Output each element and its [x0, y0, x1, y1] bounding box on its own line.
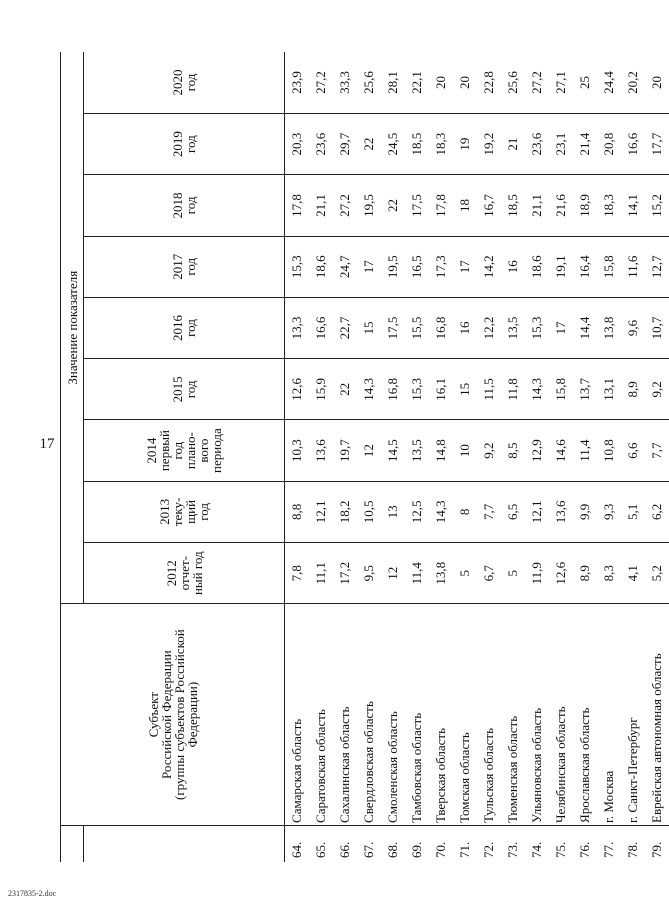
value-cell: 13,3 [285, 297, 310, 358]
value-cell: 14,3 [525, 359, 549, 420]
table-row [357, 52, 381, 862]
value-cell: 11,9 [525, 543, 549, 604]
table-row [453, 52, 477, 862]
year-header: 2013 теку- щий год [84, 481, 285, 542]
year-header: 2020 год [84, 52, 285, 113]
value-cell: 19,5 [357, 175, 381, 236]
value-cell: 7,8 [285, 543, 310, 604]
value-cell: 16,4 [573, 236, 597, 297]
value-cell: 22 [381, 175, 405, 236]
value-cell: 14,5 [381, 420, 405, 481]
page-number: 17 [39, 436, 55, 452]
year-header: 2015 год [84, 359, 285, 420]
value-cell: 20 [429, 52, 453, 113]
value-cell: 15,3 [285, 236, 310, 297]
indicator-table [60, 52, 669, 862]
table-body [285, 52, 669, 862]
value-cell: 15,3 [405, 359, 429, 420]
value-cell: 8,9 [621, 359, 645, 420]
value-cell: 12 [357, 420, 381, 481]
value-cell: 22 [333, 359, 357, 420]
value-cell: 6,7 [477, 543, 501, 604]
value-cell: 15 [453, 359, 477, 420]
row-number: 75. [553, 841, 568, 858]
table-header [61, 52, 285, 862]
row-number: 79. [649, 841, 664, 858]
value-cell: 10,5 [357, 481, 381, 542]
value-cell: 4,1 [621, 543, 645, 604]
year-header: 2017 год [84, 236, 285, 297]
value-cell: 25,6 [501, 52, 525, 113]
region-name: Смоленская область [381, 604, 405, 826]
value-cell: 6,5 [501, 481, 525, 542]
value-cell: 23,9 [285, 52, 310, 113]
region-name: Ярославская область [573, 604, 597, 826]
table-row [285, 52, 310, 862]
row-number: 72. [481, 841, 496, 858]
value-cell: 7,7 [477, 481, 501, 542]
value-cell: 24,5 [381, 113, 405, 174]
value-cell: 22,7 [333, 297, 357, 358]
value-cell: 18,5 [405, 113, 429, 174]
value-cell: 18 [453, 175, 477, 236]
value-cell: 17 [453, 236, 477, 297]
value-cell: 21,1 [525, 175, 549, 236]
value-cell: 15,5 [405, 297, 429, 358]
value-cell: 15 [357, 297, 381, 358]
value-cell: 24,7 [333, 236, 357, 297]
value-cell: 27,2 [525, 52, 549, 113]
table-row [501, 52, 525, 862]
value-cell: 20,8 [597, 113, 621, 174]
value-cell: 8,9 [573, 543, 597, 604]
region-name: Тамбовская область [405, 604, 429, 826]
value-cell: 13,8 [597, 297, 621, 358]
region-name: Ульяновская область [525, 604, 549, 826]
row-number: 73. [505, 841, 520, 858]
year-header: 2018 год [84, 175, 285, 236]
value-cell: 12,7 [645, 236, 669, 297]
group-header: Значение показателя [61, 52, 84, 604]
subject-header: Субъект Российской Федерации (группы субъектов Российской Федерации) [61, 604, 285, 826]
value-cell: 12,5 [405, 481, 429, 542]
row-number: 68. [385, 841, 400, 858]
value-cell: 19,2 [477, 113, 501, 174]
value-cell: 14,3 [429, 481, 453, 542]
value-cell: 12,9 [525, 420, 549, 481]
value-cell: 33,3 [333, 52, 357, 113]
value-cell: 15,2 [645, 175, 669, 236]
value-cell: 27,1 [549, 52, 573, 113]
table-row [309, 52, 333, 862]
table-row [621, 52, 645, 862]
value-cell: 13,8 [429, 543, 453, 604]
value-cell: 22,8 [477, 52, 501, 113]
value-cell: 13,1 [597, 359, 621, 420]
region-name: Сахалинская область [333, 604, 357, 826]
value-cell: 14,8 [429, 420, 453, 481]
value-cell: 17,8 [285, 175, 310, 236]
value-cell: 17,3 [429, 236, 453, 297]
table-row [573, 52, 597, 862]
value-cell: 15,8 [597, 236, 621, 297]
value-cell: 18,5 [501, 175, 525, 236]
value-cell: 8 [453, 481, 477, 542]
value-cell: 12,1 [525, 481, 549, 542]
value-cell: 12 [381, 543, 405, 604]
value-cell: 19 [453, 113, 477, 174]
value-cell: 10,7 [645, 297, 669, 358]
value-cell: 15,3 [525, 297, 549, 358]
region-name: Саратовская область [309, 604, 333, 826]
row-number: 78. [625, 841, 640, 858]
value-cell: 15,9 [309, 359, 333, 420]
value-cell: 11,4 [405, 543, 429, 604]
value-cell: 17 [357, 236, 381, 297]
value-cell: 12,2 [477, 297, 501, 358]
value-cell: 14,2 [477, 236, 501, 297]
value-cell: 19,5 [381, 236, 405, 297]
value-cell: 20 [453, 52, 477, 113]
value-cell: 11,4 [573, 420, 597, 481]
value-cell: 20,2 [621, 52, 645, 113]
value-cell: 17,5 [381, 297, 405, 358]
row-number: 74. [529, 841, 544, 858]
value-cell: 29,7 [333, 113, 357, 174]
value-cell: 21 [501, 113, 525, 174]
value-cell: 6,2 [645, 481, 669, 542]
value-cell: 18,6 [525, 236, 549, 297]
value-cell: 12,1 [309, 481, 333, 542]
value-cell: 5,1 [621, 481, 645, 542]
value-cell: 25,6 [357, 52, 381, 113]
value-cell: 16,1 [429, 359, 453, 420]
year-header: 2016 год [84, 297, 285, 358]
region-name: Самарская область [285, 604, 310, 826]
table-row [477, 52, 501, 862]
value-cell: 17,7 [645, 113, 669, 174]
year-header: 2019 год [84, 113, 285, 174]
table-row [645, 52, 669, 862]
value-cell: 14,6 [549, 420, 573, 481]
value-cell: 5,2 [645, 543, 669, 604]
value-cell: 11,1 [309, 543, 333, 604]
value-cell: 18,9 [573, 175, 597, 236]
value-cell: 18,2 [333, 481, 357, 542]
value-cell: 7,7 [645, 420, 669, 481]
value-cell: 13,5 [501, 297, 525, 358]
row-number: 69. [409, 841, 424, 858]
value-cell: 13,6 [309, 420, 333, 481]
value-cell: 9,3 [597, 481, 621, 542]
row-number: 65. [313, 841, 328, 858]
value-cell: 25 [573, 52, 597, 113]
value-cell: 18,3 [597, 175, 621, 236]
region-name: г. Санкт-Петербург [621, 604, 645, 826]
value-cell: 10,8 [597, 420, 621, 481]
table-row [381, 52, 405, 862]
value-cell: 16,6 [309, 297, 333, 358]
value-cell: 15,8 [549, 359, 573, 420]
value-cell: 12,6 [285, 359, 310, 420]
value-cell: 9,2 [477, 420, 501, 481]
value-cell: 10 [453, 420, 477, 481]
value-cell: 13,6 [549, 481, 573, 542]
value-cell: 21,6 [549, 175, 573, 236]
value-cell: 17,5 [405, 175, 429, 236]
table-row [405, 52, 429, 862]
region-name: Свердловская область [357, 604, 381, 826]
year-header: 2014 первый год плано- вого периода [84, 420, 285, 481]
document-filename: 2317835-2.doc [8, 889, 57, 898]
value-cell: 21,1 [309, 175, 333, 236]
value-cell: 14,3 [357, 359, 381, 420]
value-cell: 22 [357, 113, 381, 174]
value-cell: 5 [501, 543, 525, 604]
value-cell: 8,8 [285, 481, 310, 542]
value-cell: 11,5 [477, 359, 501, 420]
value-cell: 21,4 [573, 113, 597, 174]
value-cell: 16,5 [405, 236, 429, 297]
value-cell: 17,8 [429, 175, 453, 236]
value-cell: 9,6 [621, 297, 645, 358]
value-cell: 24,4 [597, 52, 621, 113]
value-cell: 27,2 [309, 52, 333, 113]
row-number: 64. [289, 841, 304, 858]
table-row [597, 52, 621, 862]
value-cell: 19,1 [549, 236, 573, 297]
value-cell: 20,3 [285, 113, 310, 174]
value-cell: 8,3 [597, 543, 621, 604]
region-name: Томская область [453, 604, 477, 826]
value-cell: 18,6 [309, 236, 333, 297]
value-cell: 28,1 [381, 52, 405, 113]
region-name: Тверская область [429, 604, 453, 826]
data-table-container [60, 52, 664, 862]
value-cell: 19,7 [333, 420, 357, 481]
value-cell: 17,2 [333, 543, 357, 604]
region-name: Челябинская область [549, 604, 573, 826]
table-row [525, 52, 549, 862]
value-cell: 16 [453, 297, 477, 358]
value-cell: 16,7 [477, 175, 501, 236]
value-cell: 9,2 [645, 359, 669, 420]
row-number: 67. [361, 841, 376, 858]
value-cell: 16,8 [429, 297, 453, 358]
value-cell: 5 [453, 543, 477, 604]
value-cell: 13,5 [405, 420, 429, 481]
value-cell: 16,6 [621, 113, 645, 174]
region-name: Еврейская автономная область [645, 604, 669, 826]
table-row [429, 52, 453, 862]
value-cell: 20 [645, 52, 669, 113]
year-header: 2012 отчет- ный год [84, 543, 285, 604]
value-cell: 12,6 [549, 543, 573, 604]
value-cell: 6,6 [621, 420, 645, 481]
row-number: 71. [457, 841, 472, 858]
value-cell: 23,6 [525, 113, 549, 174]
value-cell: 16 [501, 236, 525, 297]
value-cell: 9,5 [357, 543, 381, 604]
value-cell: 14,1 [621, 175, 645, 236]
value-cell: 11,8 [501, 359, 525, 420]
value-cell: 9,9 [573, 481, 597, 542]
value-cell: 22,1 [405, 52, 429, 113]
value-cell: 16,8 [381, 359, 405, 420]
row-number: 76. [577, 841, 592, 858]
table-row [549, 52, 573, 862]
row-number: 66. [337, 841, 352, 858]
value-cell: 13,7 [573, 359, 597, 420]
row-number: 70. [433, 841, 448, 858]
region-name: Тюменская область [501, 604, 525, 826]
region-name: Тульская область [477, 604, 501, 826]
value-cell: 13 [381, 481, 405, 542]
value-cell: 23,6 [309, 113, 333, 174]
value-cell: 27,2 [333, 175, 357, 236]
value-cell: 8,5 [501, 420, 525, 481]
table-row [333, 52, 357, 862]
value-cell: 23,1 [549, 113, 573, 174]
value-cell: 17 [549, 297, 573, 358]
region-name: г. Москва [597, 604, 621, 826]
value-cell: 14,4 [573, 297, 597, 358]
value-cell: 18,3 [429, 113, 453, 174]
value-cell: 11,6 [621, 236, 645, 297]
value-cell: 10,3 [285, 420, 310, 481]
row-number: 77. [601, 841, 616, 858]
